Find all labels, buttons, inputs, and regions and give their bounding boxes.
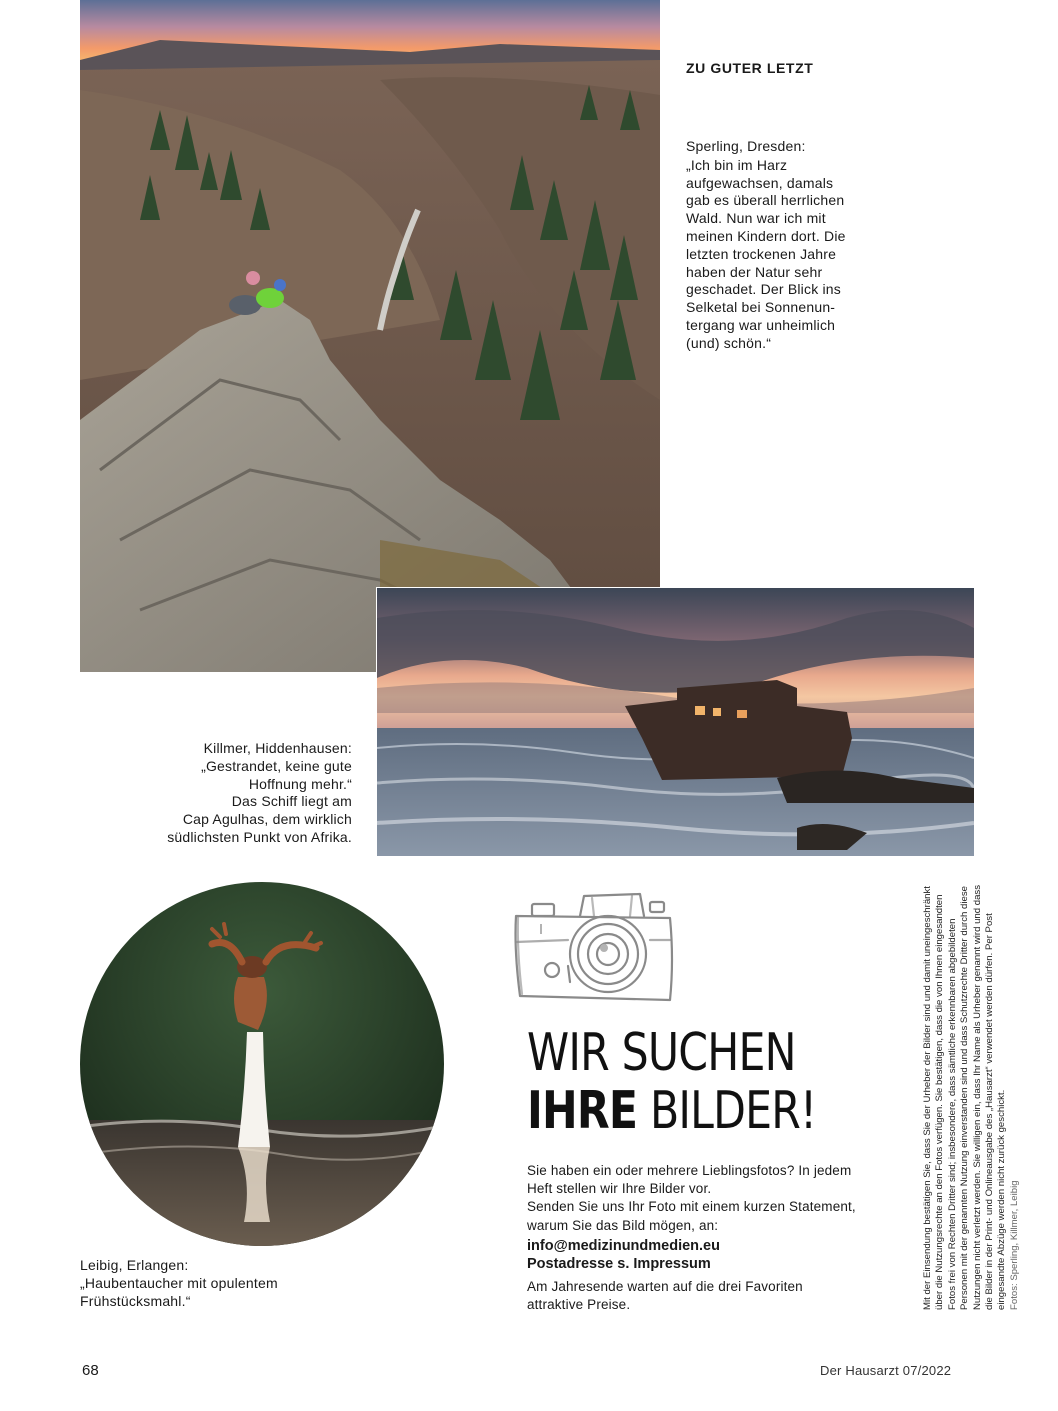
caption-line: aufgewachsen, damals bbox=[686, 174, 834, 191]
issue-label: Der Hausarzt 07/2022 bbox=[820, 1363, 952, 1378]
caption-sperling bbox=[686, 138, 876, 353]
caption-line: (und) schön.“ bbox=[686, 334, 772, 351]
caption-line: Selketal bei Sonnenun- bbox=[686, 299, 836, 316]
photo-selketal bbox=[80, 0, 660, 672]
headline-line1: WIR SUCHEN bbox=[527, 1023, 796, 1083]
caption-line: Wald. Nun war ich mit bbox=[686, 210, 826, 227]
caption-line: Hoffnung mehr.“ bbox=[248, 775, 352, 792]
legal-text: Mit der Einsendung bestätigen Sie, dass Sie der Urheber der Bilder sind und damit uneingeschränkt über die Nutzungsrechte an den Fotos verfügen. Sie bestätigen, dass die von Ihnen eingesandten Fotos frei von Rechten Dritter sind; insbesondere, dass sämtliche erkennbaren abgebildeten Personen mit der genannten Nutzung einverstanden sind und dass Schutzrechte Dritter durch diese Nutzungen nicht verletzt werden. Sie willigen ein, dass Ihr Name als Urheber genannt wird und dass die Bilder in der Print- und Onlineausgabe des „Hausarzt“ verwendet werden dürfen. Per Post eingesandte Abzüge werden nicht zurück geschickt. bbox=[922, 884, 1008, 1310]
body-line: Heft stellen wir Ihre Bilder vor. bbox=[527, 1181, 712, 1197]
caption-line: letzten trockenen Jahre bbox=[686, 245, 837, 262]
caption-line: Frühstücksmahl.“ bbox=[80, 1292, 191, 1309]
caption-line: meinen Kindern dort. Die bbox=[686, 227, 846, 244]
postal-address: Postadresse s. Impressum bbox=[527, 1256, 711, 1272]
headline-line2 bbox=[527, 1082, 816, 1140]
caption-line: „Haubentaucher mit opulentem bbox=[80, 1274, 278, 1291]
body-line: Senden Sie uns Ihr Foto mit einem kurzen Statement, bbox=[527, 1199, 856, 1215]
photo-selketal-image bbox=[80, 0, 660, 672]
caption-leibig bbox=[80, 1257, 340, 1310]
legal-notice bbox=[922, 880, 1042, 1310]
prize-line: Am Jahresende warten auf die drei Favoriten bbox=[527, 1279, 803, 1294]
caption-line: haben der Natur sehr bbox=[686, 263, 823, 280]
cta-body bbox=[527, 1162, 897, 1235]
caption-author: Sperling, Dresden: bbox=[686, 138, 806, 154]
photo-shipwreck-image bbox=[377, 588, 974, 856]
photo-credit: Fotos: Sperling, Killmer, Leibig bbox=[1008, 1180, 1020, 1310]
caption-line: Das Schiff liegt am bbox=[231, 793, 352, 810]
photo-grebe bbox=[80, 882, 444, 1246]
headline-bold: IHRE bbox=[527, 1081, 638, 1141]
photo-grebe-image bbox=[80, 882, 444, 1246]
caption-line: Cap Agulhas, dem wirklich bbox=[182, 811, 352, 828]
headline bbox=[527, 1024, 880, 1140]
caption-author: Leibig, Erlangen: bbox=[80, 1257, 189, 1273]
caption-author: Killmer, Hiddenhausen: bbox=[203, 740, 352, 756]
photo-shipwreck bbox=[377, 588, 974, 856]
caption-killmer bbox=[150, 740, 352, 847]
email-link[interactable]: info@medizinundmedien.eu bbox=[527, 1238, 720, 1254]
caption-line: geschadet. Der Blick ins bbox=[686, 281, 841, 298]
caption-line: „Ich bin im Harz bbox=[686, 156, 788, 173]
caption-line: gab es überall herrlichen bbox=[686, 192, 845, 209]
body-line: warum Sie das Bild mögen, an: bbox=[527, 1217, 719, 1233]
caption-line: südlichsten Punkt von Afrika. bbox=[167, 828, 352, 845]
headline-rest: BILDER! bbox=[649, 1081, 817, 1141]
section-title: ZU GUTER LETZT bbox=[686, 60, 814, 76]
caption-line: „Gestrandet, keine gute bbox=[201, 757, 352, 774]
camera-icon bbox=[510, 890, 678, 1008]
contact-block bbox=[527, 1237, 720, 1273]
page-number: 68 bbox=[82, 1362, 99, 1379]
body-line: Sie haben ein oder mehrere Lieblingsfotos? In jedem bbox=[527, 1163, 852, 1178]
caption-line: tergang war unheimlich bbox=[686, 316, 836, 333]
prize-text bbox=[527, 1278, 897, 1314]
prize-line: attraktive Preise. bbox=[527, 1297, 631, 1313]
